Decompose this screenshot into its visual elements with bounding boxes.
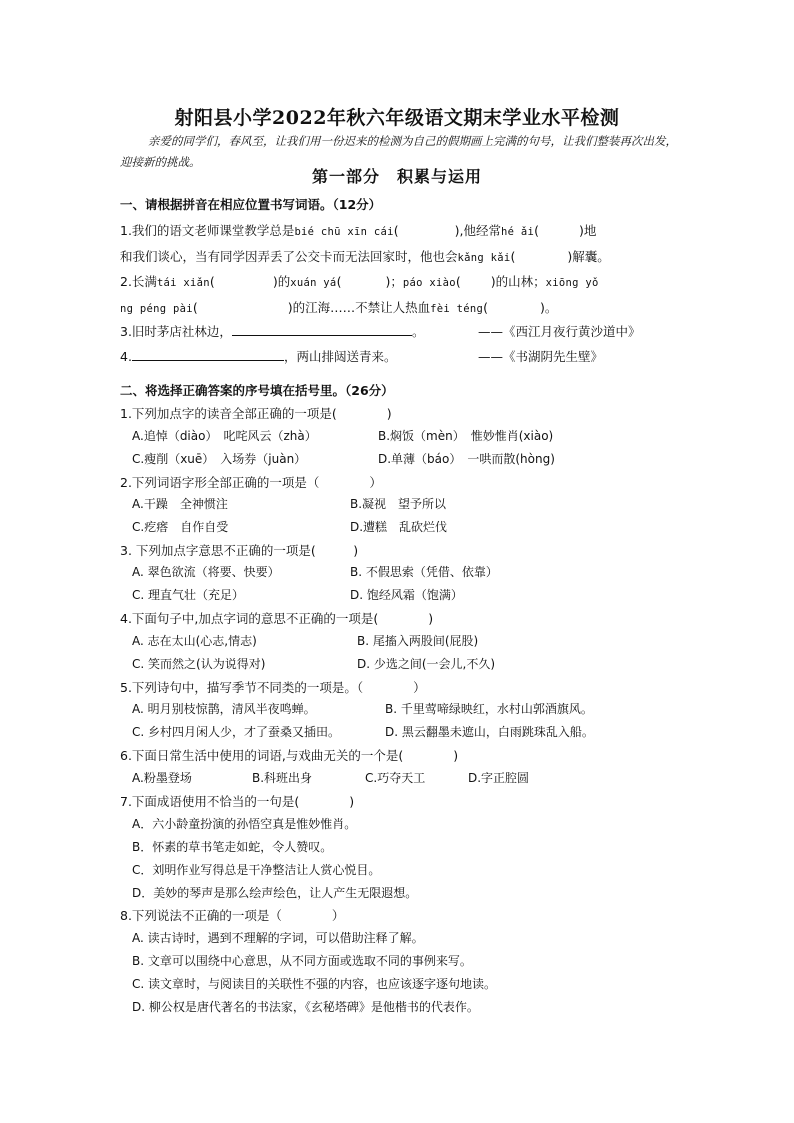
mc-option[interactable]: D.字正腔圆 xyxy=(468,771,530,785)
mc-question-2: 2.下列词语字形全部正确的一项是（ ） xyxy=(120,475,382,490)
mc-option[interactable]: B. 千里莺啼绿映红，水村山郭酒旗风。 xyxy=(385,702,593,716)
mc-option[interactable]: C.疙瘩 自作自受 xyxy=(132,520,229,534)
mc-option[interactable]: A.追悼（diào） 叱咤风云（zhà） xyxy=(132,429,317,443)
mc-option[interactable]: B. 不假思索（凭借、依靠） xyxy=(350,565,498,579)
mc-option[interactable]: B.凝视 望予所以 xyxy=(350,497,447,511)
q3-line: 3.旧时茅店社林边， 。 xyxy=(120,324,425,339)
mc-question-8: 8.下列说法不正确的一项是（ ） xyxy=(120,908,345,923)
q2-line2: ng péng pài( )的江海……不禁让人热血fèi téng( )。 xyxy=(120,300,558,315)
mc-question-1: 1.下列加点字的读音全部正确的一项是( ) xyxy=(120,406,392,421)
mc-option[interactable]: B.焖饭（mèn） 惟妙惟肖(xiào) xyxy=(378,429,554,443)
mc-option[interactable]: C. 笑而然之(认为说得对) xyxy=(132,657,266,671)
answer-underline[interactable] xyxy=(232,323,412,336)
mc-question-6: 6.下面日常生活中使用的词语,与戏曲无关的一个是( ) xyxy=(120,748,459,763)
mc-option[interactable]: A．六小龄童扮演的孙悟空真是惟妙惟肖。 xyxy=(132,817,357,831)
mc-option[interactable]: A. 明月别枝惊鹊，清风半夜鸣蝉。 xyxy=(132,702,316,716)
mc-option[interactable]: B．怀素的草书笔走如蛇，令人赞叹。 xyxy=(132,840,333,854)
mc-option[interactable]: A. 翠色欲流（将要、快要） xyxy=(132,565,280,579)
section-1-heading: 一、请根据拼音在相应位置书写词语。（12分） xyxy=(120,197,382,212)
mc-option[interactable]: D. 黑云翻墨未遮山，白雨跳珠乱入船。 xyxy=(385,725,594,739)
mc-option[interactable]: C．刘明作业写得总是干净整洁让人赏心悦目。 xyxy=(132,863,381,877)
mc-option[interactable]: C.瘦削（xuē） 入场券（juàn） xyxy=(132,452,307,466)
mc-option[interactable]: A. 志在太山(心志,情志) xyxy=(132,634,257,648)
mc-option[interactable]: C. 乡村四月闲人少，才了蚕桑又插田。 xyxy=(132,725,341,739)
mc-question-7: 7.下面成语使用不恰当的一句是( ) xyxy=(120,794,355,809)
section-2-heading: 二、将选择正确答案的序号填在括号里。（26分） xyxy=(120,383,394,398)
mc-option[interactable]: D. 柳公权是唐代著名的书法家，《玄秘塔碑》是他楷书的代表作。 xyxy=(132,1000,479,1014)
mc-option[interactable]: C. 读文章时，与阅读目的关联性不强的内容，也应该逐字逐句地读。 xyxy=(132,977,497,991)
mc-option[interactable]: B.科班出身 xyxy=(252,771,313,785)
page-title: 射阳县小学2022年秋六年级语文期末学业水平检测 xyxy=(174,107,620,129)
mc-option[interactable]: C.巧夺天工 xyxy=(365,771,426,785)
q4-source: ——《书湖阴先生壁》 xyxy=(478,349,604,364)
mc-option[interactable]: D.单薄（báo） 一哄而散(hòng) xyxy=(378,452,555,466)
mc-option[interactable]: A. 读古诗时，遇到不理解的字词，可以借助注释了解。 xyxy=(132,931,424,945)
part-heading: 第一部分 积累与运用 xyxy=(311,167,482,186)
mc-option[interactable]: D. 饱经风霜（饱满） xyxy=(350,588,463,602)
mc-option[interactable]: B. 文章可以围绕中心意思，从不同方面或选取不同的事例来写。 xyxy=(132,954,472,968)
mc-option[interactable]: D．美妙的琴声是那么绘声绘色，让人产生无限遐想。 xyxy=(132,886,418,900)
mc-question-3: 3. 下列加点字意思不正确的一项是( ) xyxy=(120,543,359,558)
q4-line: 4. ，两山排闼送青来。 xyxy=(120,349,397,364)
answer-underline[interactable] xyxy=(132,348,284,361)
mc-option[interactable]: D.遭糕 乱砍烂伐 xyxy=(350,520,448,534)
q2-line1: 2.长满tái xiǎn( )的xuán yá( )；páo xiào( )的山林；xiōng yǒ xyxy=(120,274,599,289)
q1-line1: 1.我们的语文老师课堂教学总是bié chū xīn cái( ),他经常hé ǎi( )地 xyxy=(120,223,597,238)
mc-option[interactable]: A.干躁 全神惯注 xyxy=(132,497,228,511)
mc-option[interactable]: C. 理直气壮（充足） xyxy=(132,588,245,602)
mc-option[interactable]: B. 尾搐入两股间(屁股) xyxy=(357,634,479,648)
mc-question-5: 5.下列诗句中，描写季节不同类的一项是。（ ） xyxy=(120,680,426,695)
q3-source: ——《西江月夜行黄沙道中》 xyxy=(478,324,641,339)
mc-question-4: 4.下面句子中,加点字词的意思不正确的一项是( ) xyxy=(120,611,434,626)
mc-option[interactable]: A.粉墨登场 xyxy=(132,771,192,785)
q1-line2: 和我们谈心，当有同学因弄丢了公交卡而无法回家时，他也会kǎng kǎi( )解囊。 xyxy=(120,249,610,264)
mc-option[interactable]: D. 少选之间(一会儿,不久) xyxy=(357,657,496,671)
intro-text: 亲爱的同学们，春风至，让我们用一份迟来的检测为自己的假期画上完满的句号，让我们整装再次出发，迎接新的挑战。 xyxy=(120,134,677,169)
